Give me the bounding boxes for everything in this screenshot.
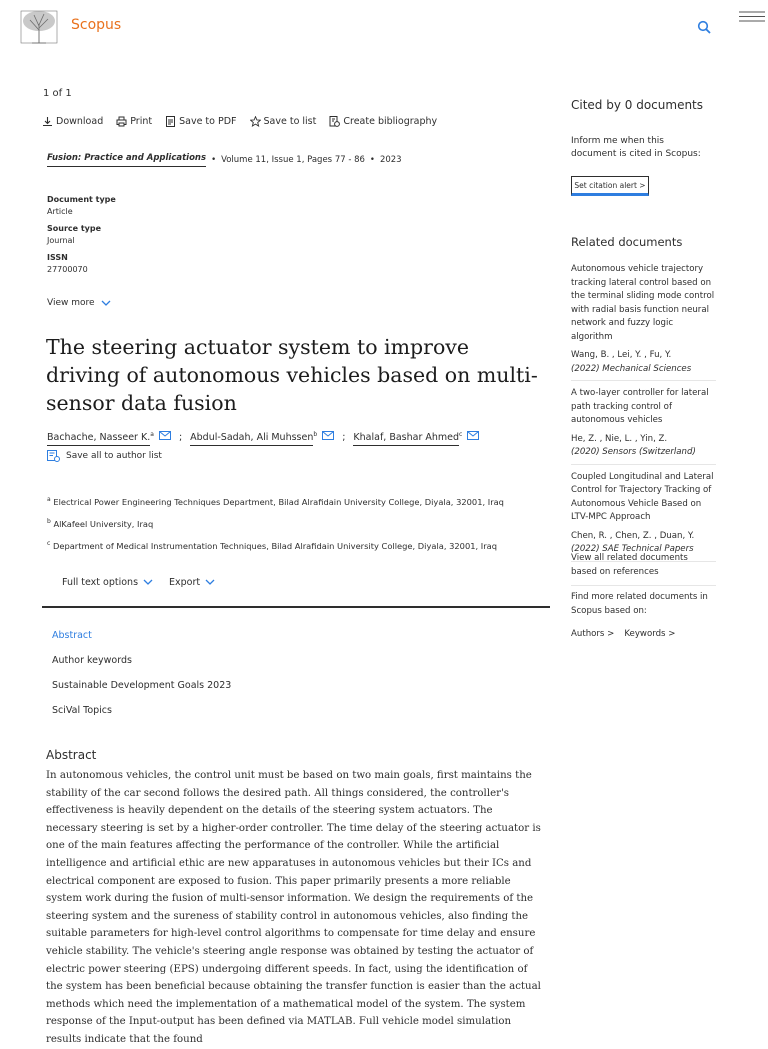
export-dropdown[interactable] (169, 577, 215, 588)
set-citation-alert-button[interactable]: Set citation alert > (571, 176, 649, 196)
pdf-icon (165, 116, 176, 127)
scopus-brand[interactable]: Scopus (71, 17, 122, 33)
affiliations (47, 490, 504, 555)
affiliation-item (47, 512, 504, 534)
source-type-value: Journal (47, 236, 75, 245)
journal-volume: Volume 11, Issue 1, Pages 77 - 86 (221, 155, 365, 165)
author-item (190, 431, 334, 443)
result-pager: 1 of 1 (43, 88, 72, 99)
abstract-heading: Abstract (46, 748, 97, 762)
print-icon (116, 116, 127, 127)
save-to-list-label: Save to list (263, 116, 317, 127)
author-link[interactable]: Khalaf, Bashar Ahmed (353, 432, 459, 446)
doc-type-value: Article (47, 207, 73, 216)
abstract-body: In autonomous vehicles, the control unit must be based on two main goals, first maintains the stability of the car second follows the desired path. All things considered, the controller's effectiveness is heavily dependent on the details of the steering system actuators. The necessary steering is set by a higher-order controller. The time delay of the steering actuator is one of the main features affecting the performance of the controller. While the artificial intelligence and artificial ethic are new apparatuses in autonomous vehicles but their ICs and electrical component are exposed to fusion. This paper primarily presents a more reliable system work during the fusion of multi-sensor information. We design the requirements of the steering system and the sureness of stability control in autonomous vehicles, also finding the suitable parameters for high-level control algorithms to compensate for time delay and ensure vehicle stability. The vehicle's steering angle response was obtained by testing the actuator of electric power steering (EPS) undergoing different speeds. In fact, using the identification of the system has been beneficial because obtaining the transfer function is easier than the actual methods which need the implementation of a mathematical model of the system. The system response of the Input-output has been defined via MATLAB. Full vehicle model simulation results indicate that the found (46, 770, 541, 1045)
related-document-title-link[interactable]: Coupled Longitudinal and Lateral Control for Trajectory Tracking of Autonomous Vehicle Based on LTV-MPC Approach (571, 471, 714, 522)
affiliation-sup: a (47, 496, 51, 503)
separator-dot: • (369, 155, 375, 165)
related-document-title-link[interactable]: Autonomous vehicle trajectory tracking lateral control based on the terminal sliding mode control with radial basis function neural network and fuzzy logic algorithm (571, 264, 715, 342)
view-all-related-documents-link[interactable]: View all related documents based on references (571, 552, 716, 586)
find-more-links (571, 629, 675, 639)
download-label: Download (56, 116, 104, 127)
print-label: Print (130, 116, 153, 127)
section-nav (52, 630, 231, 730)
chevron-down-icon (143, 579, 153, 586)
journal-year: 2023 (379, 155, 402, 165)
related-document-source: (2022) SAE Technical Papers (571, 544, 694, 554)
author-affil-sup: c (459, 431, 463, 438)
nav-item-abstract[interactable]: Abstract (52, 630, 92, 641)
author-list (47, 431, 479, 443)
author-link[interactable]: Abdul-Sadah, Ali Muhssen (190, 432, 313, 446)
author-list-icon (47, 450, 60, 462)
keywords-link[interactable]: Keywords > (624, 629, 676, 639)
create-bibliography-label: Create bibliography (343, 116, 438, 127)
save-to-pdf-label: Save to PDF (179, 116, 237, 127)
download-icon (42, 116, 53, 127)
affiliation-text: Department of Medical Instrumentation Techniques, Bilad Alrafidain University College, Diyala, 32001, Iraq (52, 540, 497, 551)
related-document (571, 471, 716, 562)
elsevier-tree-logo[interactable] (20, 10, 58, 44)
related-document-authors: He, Z. , Nie, L. , Yin, Z. (571, 433, 668, 444)
document-title: The steering actuator system to improve driving of autonomous vehicles based on multi-sensor data fusion (46, 335, 538, 415)
affiliation-text: AlKafeel University, Iraq (53, 518, 154, 529)
email-icon[interactable] (322, 431, 334, 440)
author-link[interactable]: Bachache, Nasseer K. (47, 432, 150, 446)
find-more-related-text: Find more related documents in Scopus based on: (571, 592, 708, 616)
related-document (571, 263, 716, 381)
related-document-title-link[interactable]: A two-layer controller for lateral path tracking control of autonomous vehicles (571, 388, 709, 425)
create-bibliography-button[interactable] (329, 116, 437, 127)
save-to-pdf-button[interactable] (165, 116, 236, 127)
author-separator: ; (342, 431, 346, 443)
search-icon[interactable] (697, 20, 711, 34)
author-item (47, 431, 171, 443)
affiliation-item (47, 534, 504, 556)
citation-alert-text: Inform me when this document is cited in Scopus: (571, 136, 701, 159)
issn-value: 27700070 (47, 265, 88, 274)
nav-item-author-keywords[interactable]: Author keywords (52, 655, 132, 666)
export-label: Export (169, 577, 201, 588)
related-document-source: (2020) Sensors (Switzerland) (571, 447, 696, 457)
chevron-down-icon (101, 300, 111, 307)
issn-label: ISSN (47, 253, 68, 262)
email-icon[interactable] (159, 431, 171, 440)
authors-link[interactable]: Authors > (571, 629, 615, 639)
affiliation-sup: b (47, 517, 51, 525)
author-affil-sup: a (150, 431, 154, 438)
section-divider (42, 606, 550, 608)
view-more-button[interactable] (47, 298, 111, 308)
related-document (571, 387, 716, 465)
journal-line (47, 153, 402, 167)
affiliation-text: Electrical Power Engineering Techniques Department, Bilad Alrafidain University College, Diyala, 32001, Iraq (53, 496, 504, 507)
hamburger-menu-icon[interactable] (739, 10, 765, 24)
nav-item-scival-topics[interactable]: SciVal Topics (52, 705, 112, 716)
full-text-options-label: Full text options (62, 577, 139, 588)
doc-type-label: Document type (47, 195, 116, 204)
related-documents-heading: Related documents (571, 235, 683, 249)
related-document-source: (2022) Mechanical Sciences (571, 363, 692, 374)
affiliation-item (47, 490, 504, 512)
related-document-authors: Wang, B. , Lei, Y. , Fu, Y. (571, 350, 672, 360)
author-separator: ; (178, 431, 183, 443)
full-text-options-dropdown[interactable] (62, 577, 153, 588)
journal-name-link[interactable]: Fusion: Practice and Applications (47, 153, 206, 167)
separator-dot: • (211, 155, 217, 165)
save-all-label: Save all to author list (66, 451, 162, 461)
cited-by-heading: Cited by 0 documents (571, 98, 704, 112)
document-toolbar (42, 116, 437, 127)
download-button[interactable] (42, 116, 103, 127)
author-item (353, 431, 479, 443)
author-affil-sup: b (313, 431, 318, 438)
source-type-label: Source type (47, 224, 102, 233)
document-metadata (47, 195, 116, 282)
save-to-list-button[interactable] (250, 116, 317, 127)
print-button[interactable] (116, 116, 152, 127)
related-document-authors: Chen, R. , Chen, Z. , Duan, Y. (571, 530, 695, 541)
view-more-label: View more (47, 298, 95, 308)
nav-item-sdg[interactable]: Sustainable Development Goals 2023 (52, 680, 232, 691)
chevron-down-icon (205, 579, 215, 586)
star-icon (250, 116, 261, 127)
bibliography-icon (329, 116, 340, 127)
related-documents-list (571, 263, 716, 568)
document-options (62, 577, 215, 588)
save-all-to-author-list-button[interactable] (47, 450, 162, 462)
affiliation-sup: c (47, 539, 51, 547)
email-icon[interactable] (467, 431, 479, 440)
